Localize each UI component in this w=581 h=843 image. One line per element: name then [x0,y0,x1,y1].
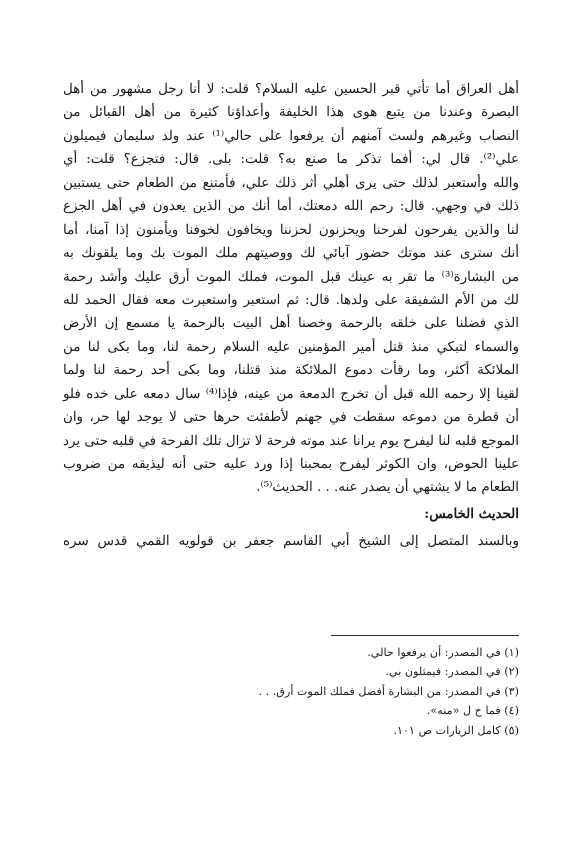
body-line: والسماء لتبكي منذ قتل أمير المؤمنين عليه السلام رحمة لنا، وما بكى لنا من [63,339,519,355]
body-line: الذي فضلنا على خلقه بالرحمة وخصنا أهل البيت بالرحمة يا مسمع إن الأرض [63,316,519,332]
footnote-separator [331,635,519,636]
body-line: لقينا إلا رحمه الله قبل أن تخرج الدمعة من عينه، فإذا⁽⁴⁾ سال دمعه على خده فلو [63,386,519,402]
page-body [63,78,519,554]
body-line: علينا الحوض، وان الكوثر ليفرح بمحبنا إذا ورد عليه حتى أنه ليذيقه من ضروب [63,457,519,472]
body-line: علي⁽²⁾. قال لي: أفما تذكر ما صنع به؟ قلت: بلى. قال: فتجزع؟ قلت: أي [63,152,519,168]
body-line-last: الطعام ما لا يشتهي أن يصدر عنه. . . الحديث⁽⁵⁾. [256,480,519,496]
body-line: أهل العراق أما تأتي قبر الحسين عليه السلام؟ قلت: لا أنا رجل مشهور من أهل [63,82,519,97]
footnote-item: (٢) في المصدر: فيمثلون بي. [385,665,519,679]
body-line: ذلك في وجهي. قال: رحم الله دمعتك، أما أنك من الذين يعدون في أهل الجزع [63,199,519,215]
body-line: أنك سترى عند موتك حضور آبائي لك ووصيتهم ملك الموت بك وما يلقونك به [63,246,519,262]
footnote-item: (٣) في المصدر: من البشارة أفضل فملك الموت أرق. . . [258,684,519,698]
body-line: لك من الأم الشفيقة على ولدها. قال: ثم استعبر واستعبرت معه فقال الحمد لله [63,292,519,308]
footnote-item: (٤) فما خ ل «منه». [426,704,519,718]
body-line: النصاب وغيرهم ولست آمنهم أن يرفعوا على حالي⁽¹⁾ عند ولد سليمان فيميلون [63,128,519,144]
footnote-item: (١) في المصدر: أن يرفعوا حالي. [367,646,519,659]
body-line: البصرة وعندنا من يتبع هوى هذا الخليفة وأعداؤنا كثيرة من أهل القبائل من [63,105,519,121]
body-line: أن قطرة من دموعه سقطت في جهنم لأطفئت حرها حتى لا يوجد لها حر، وان [63,410,519,426]
section-heading: الحديث الخامس: [424,505,519,522]
continuation-line: وبالسند المتصل إلى الشيخ أبي القاسم جعفر بن قولويه القمي قدس سره [63,533,519,549]
body-line: والله وأستعبر لذلك حتى يرى أهلي أثر ذلك علي، فأمتنع من الطعام حتى يستبين [63,175,519,191]
body-line: الموجع قلبه لنا ليفرح يوم يرانا عند موته فرحة لا تزال تلك الفرحة في قلبه حتى يرد [63,433,519,449]
footnotes [63,643,519,740]
body-line: لنا والذين يفرحون لفرحنا ويحزنون لحزننا ويخافون لخوفنا ويأمنون إذا آمنا، أما [63,222,519,238]
body-line: الملائكة أكثر، وما رقأت دموع الملائكة منذ قتلنا، وما بكى أحد رحمة لنا ولما [63,363,519,379]
footnote-item: (٥) كامل الزيارات ص ١٠١. [393,723,519,737]
body-line: من البشارة⁽³⁾ ما تقر به عينك قبل الموت، فملك الموت أرق عليك وأشد رحمة [63,269,520,285]
